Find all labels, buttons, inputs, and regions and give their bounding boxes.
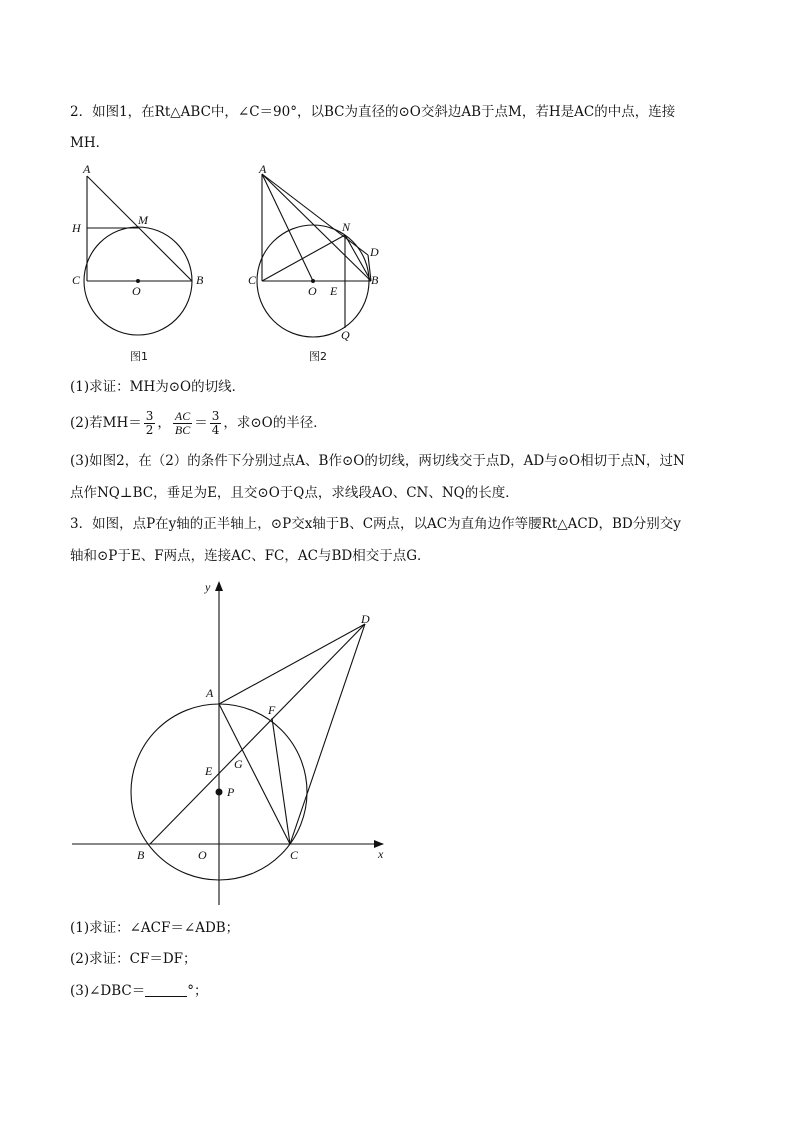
q2-part3-line2: 点作NQ⊥BC，垂足为E，且交⊙O于Q点，求线段AO、CN、NQ的长度．: [70, 485, 519, 501]
y-axis-arrow-icon: [215, 581, 223, 591]
fig2-caption: 图2: [309, 350, 327, 363]
fraction-numerator: 3: [211, 409, 220, 423]
fig2-segment-cn: [262, 235, 345, 281]
label-o: O: [198, 848, 207, 862]
q2-figure-2: [240, 160, 400, 370]
fig2-label-c: C: [248, 273, 257, 287]
q3-part3-prefix: (3)∠DBC＝: [70, 983, 146, 999]
label-a: A: [206, 686, 214, 700]
fig2-point-o: [311, 279, 315, 283]
q2-part2-separator: ，: [157, 415, 171, 431]
fig1-point-o: [136, 279, 140, 283]
fig1-label-m: M: [138, 213, 148, 227]
q2-part2-equals: ＝: [194, 415, 208, 431]
label-c: C: [290, 848, 299, 862]
fig2-label-b: B: [371, 273, 379, 287]
fig1-label-b: B: [196, 273, 204, 287]
q2-part2-fraction-ratio: [210, 410, 222, 437]
fig1-label-h: H: [72, 221, 81, 235]
label-b: B: [137, 848, 145, 862]
q3-figure: [60, 575, 400, 905]
fig1-label-c: C: [72, 273, 81, 287]
fraction-numerator: 3: [145, 409, 154, 423]
q2-part3-line1: (3)如图2，在（2）的条件下分别过点A、B作⊙O的切线，两切线交于点D，AD与⊙O相切于点N，过N: [70, 453, 685, 469]
q2-part2-suffix: ，求⊙O的半径．: [223, 415, 327, 431]
fig2-segment-ao: [262, 174, 313, 281]
fig2-label-d: D: [370, 245, 379, 259]
segment-dc: [290, 624, 365, 844]
fig2-segment-ad: [262, 174, 368, 255]
label-x: x: [378, 847, 384, 861]
q2-line1: 2．如图1，在Rt△ABC中，∠C＝90°，以BC为直径的⊙O交斜边AB于点M，若H是AC的中点，连接: [70, 104, 676, 120]
point-p: [216, 789, 223, 796]
fig2-label-q: Q: [341, 328, 350, 342]
q2-part2: [70, 406, 327, 440]
q3-line2: 轴和⊙P于E、F两点，连接AC、FC，AC与BD相交于点G．: [70, 548, 431, 564]
fig1-caption: 图1: [130, 350, 148, 363]
fig2-label-o: O: [308, 284, 317, 298]
q3-part3: [70, 982, 208, 1000]
q3-line1: 3．如图，点P在y轴的正半轴上，⊙P交x轴于B、C两点，以AC为直角边作等腰Rt△ACD，BD分别交y: [70, 516, 681, 532]
q2-figure-1: [60, 160, 220, 370]
q3-part2: (2)求证：CF＝DF；: [70, 951, 197, 967]
q3-part1: (1)求证：∠ACF＝∠ADB；: [70, 920, 240, 936]
fraction-denominator: 4: [211, 423, 220, 437]
answer-blank: [145, 982, 187, 997]
segment-ad: [219, 624, 365, 704]
q2-part2-fraction-ac-bc: [173, 410, 192, 437]
label-e: E: [205, 764, 213, 778]
fig1-label-a: A: [83, 162, 91, 176]
label-p: P: [227, 785, 235, 799]
fig2-segment-ab: [262, 174, 371, 281]
q2-part2-fraction-mh: [144, 410, 156, 437]
segment-ac: [219, 704, 290, 844]
fraction-denominator: BC: [174, 423, 191, 437]
label-d: D: [361, 612, 370, 626]
label-f: F: [268, 703, 276, 717]
q2-part1: (1)求证：MH为⊙O的切线．: [70, 379, 246, 395]
fraction-numerator: AC: [174, 409, 191, 423]
q2-part2-prefix: (2)若MH＝: [70, 415, 142, 431]
label-g: G: [234, 757, 243, 771]
q3-part3-suffix: °；: [187, 983, 208, 999]
segment-bd: [150, 624, 365, 844]
fig1-label-o: O: [132, 284, 141, 298]
fig2-label-e: E: [330, 284, 338, 298]
fig2-label-n: N: [342, 220, 351, 234]
fraction-denominator: 2: [145, 423, 154, 437]
fig2-segment-nb: [345, 235, 371, 281]
label-y: y: [205, 580, 211, 594]
fig2-label-a: A: [259, 162, 267, 176]
q2-line2: MH．: [70, 135, 110, 151]
